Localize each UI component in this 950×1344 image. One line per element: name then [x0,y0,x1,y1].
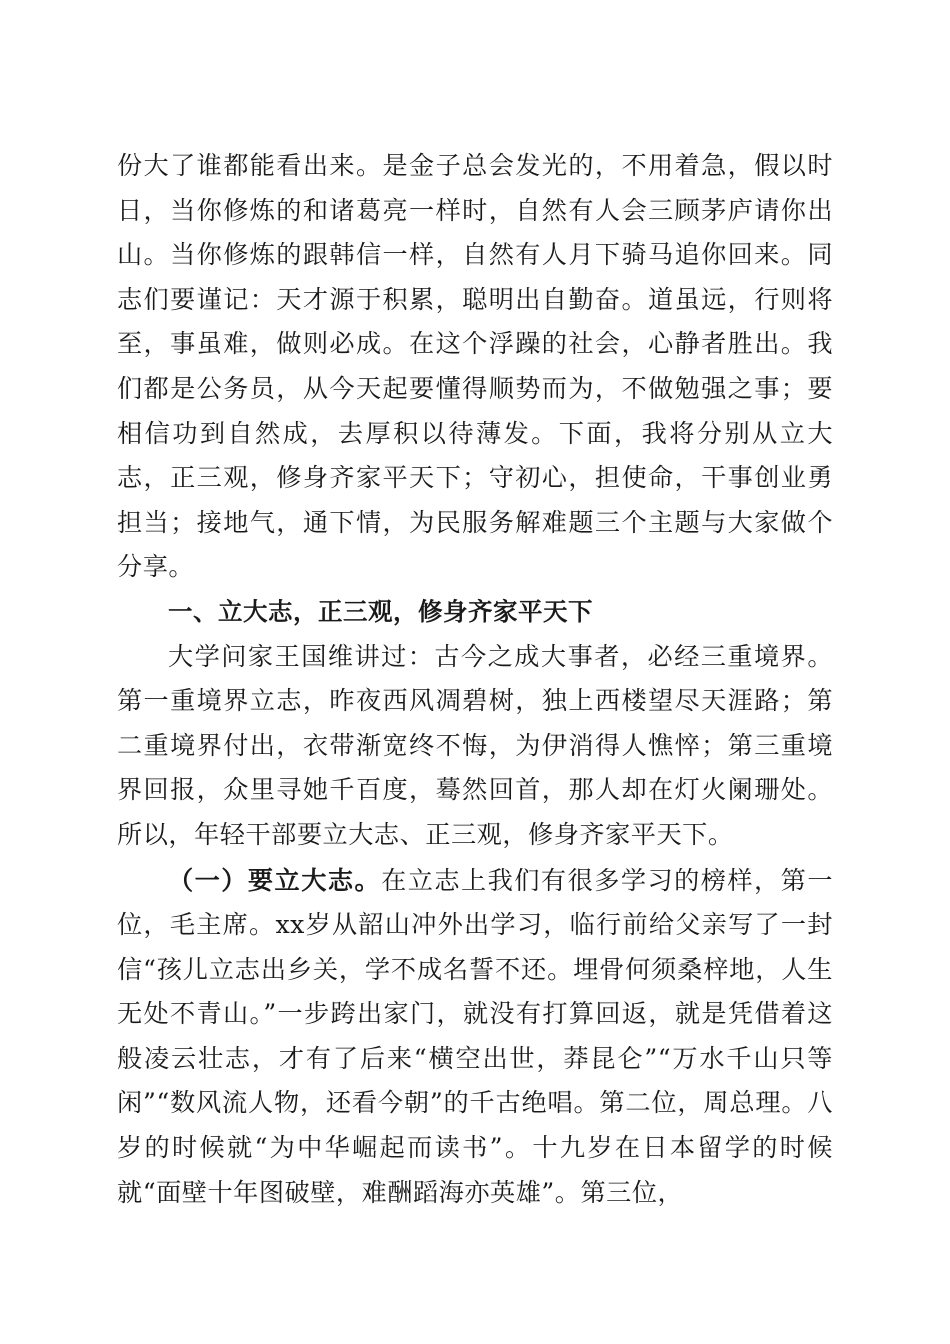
subsection-title: （一）要立大志。 [168,864,382,895]
paragraph-subsection-one [117,858,833,1216]
section-heading-one: 一、立大志，正三观，修身齐家平天下 [168,596,593,626]
subsection-body: 在立志上我们有很多学习的榜样，第一位，毛主席。xx岁从韶山冲外出学习，临行前给父亲写了一封信“孩儿立志出乡关，学不成名誓不还。埋骨何须桑梓地，人生无处不青山。”一步跨出家门，就没有打算回返，就是凭借着这般凌云壮志，才有了后来“横空出世，莽昆仑”“万水千山只等闲”“数风流人物，还看今朝”的千古绝唱。第二位，周总理。八岁的时候就“为中华崛起而读书”。十九岁在日本留学的时候就“面壁十年图破壁，难酬蹈海亦英雄”。第三位， [117,865,834,1207]
paragraph-three-realms: 大学问家王国维讲过：古今之成大事者，必经三重境界。第一重境界立志，昨夜西风凋碧树，独上西楼望尽天涯路；第二重境界付出，衣带渐宽终不悔，为伊消得人憔悴；第三重境界回报，众里寻她千百度，蓦然回首，那人却在灯火阑珊处。所以，年轻干部要立大志、正三观，修身齐家平天下。 [117,641,833,849]
paragraph-intro-continuation: 份大了谁都能看出来。是金子总会发光的，不用着急，假以时日，当你修炼的和诸葛亮一样时，自然有人会三顾茅庐请你出山。当你修炼的跟韩信一样，自然有人月下骑马追你回来。同志们要谨记：天才源于积累，聪明出自勤奋。道虽远，行则将至，事虽难，做则必成。在这个浮躁的社会，心静者胜出。我们都是公务员，从今天起要懂得顺势而为，不做勉强之事；要相信功到自然成，去厚积以待薄发。下面，我将分别从立大志，正三观，修身齐家平天下；守初心，担使命，干事创业勇担当；接地气，通下情，为民服务解难题三个主题与大家做个分享。 [117,151,833,582]
document-body [117,144,833,1215]
